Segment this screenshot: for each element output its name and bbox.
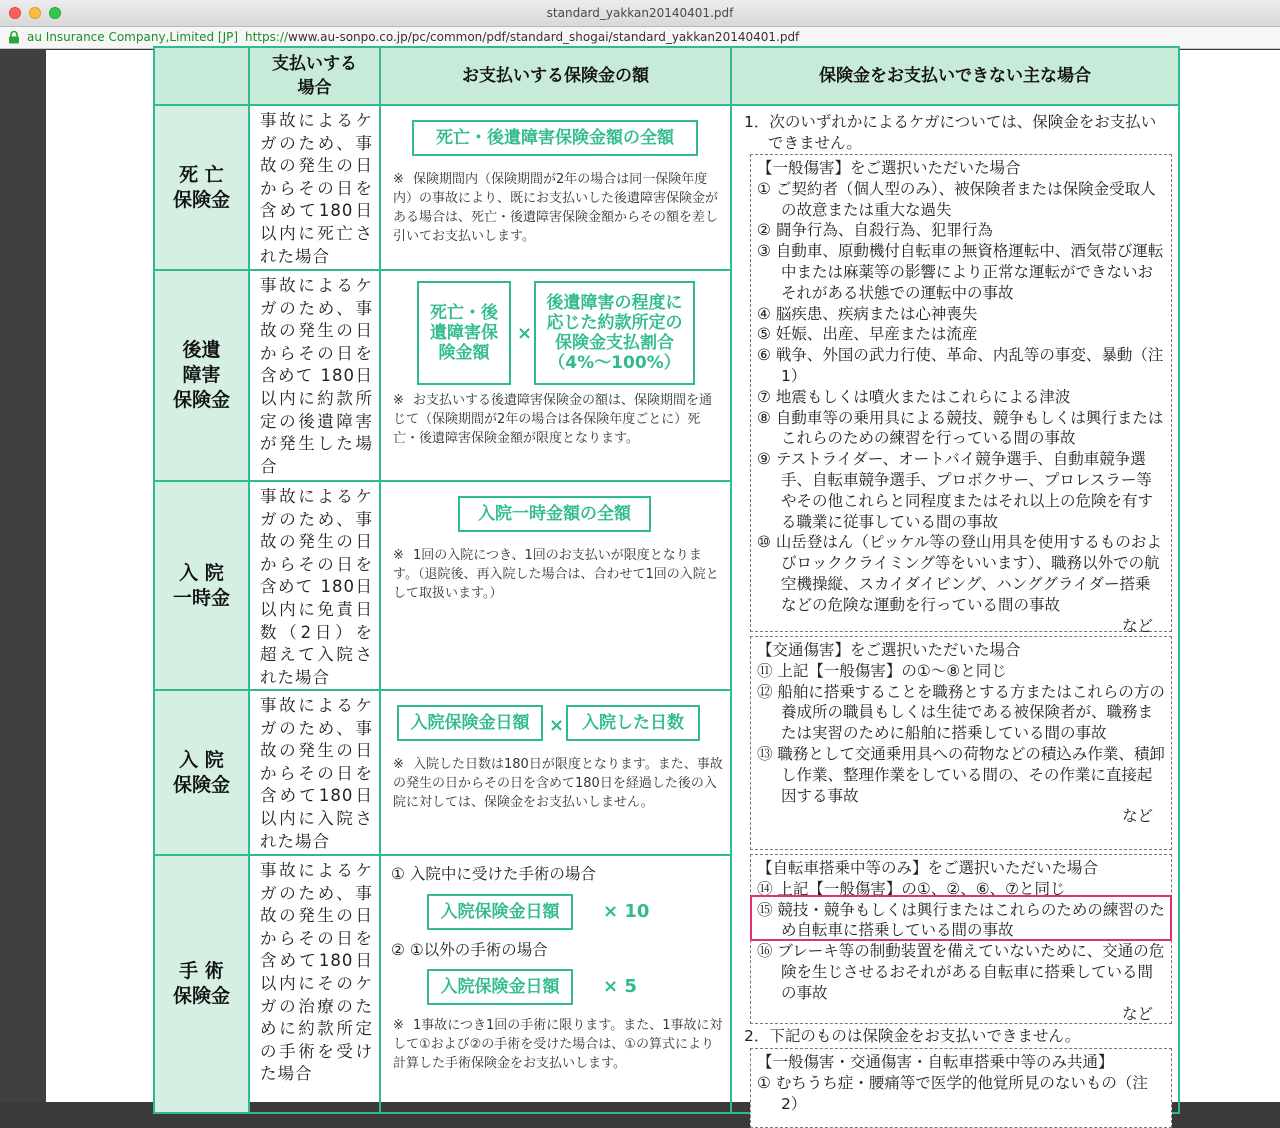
highlight-box bbox=[750, 895, 1172, 941]
url-scheme: https:// bbox=[245, 30, 289, 44]
traffic-title: 【交通傷害】をご選択いただいた場合 bbox=[757, 641, 1021, 659]
url-text[interactable] bbox=[245, 30, 799, 44]
general-title: 【一般傷害】をご選択いただいた場合 bbox=[757, 159, 1021, 177]
bicycle-item-highlighted: ⑮ 競技・競争もしくは興行またはこれらのための練習のため自転車に搭乗している間の事故 bbox=[757, 900, 1165, 940]
url-path: www.au-sonpo.co.jp/pc/common/pdf/standard_shogai/standard_yakkan20140401.pdf bbox=[288, 30, 800, 44]
death-disability-amount-box: 死亡・後遺障害保険金額 bbox=[417, 281, 511, 385]
general-item: ⑤ 妊娠、出産、早産または流産 bbox=[757, 325, 978, 344]
row-amount-surgery bbox=[379, 854, 732, 1114]
traffic-item: ⑫ 船舶に搭乗することを職務とする方またはこれらの方の養成所の職員もしくは生徒である被保険者が、職務または実習のために船舶に搭乗している間の事故 bbox=[757, 682, 1165, 743]
header-condition: 支払いする 場合 bbox=[248, 46, 381, 106]
common-item: ① むちうち症・腰痛等で医学的他覚所見のないもの（注2） bbox=[757, 1073, 1148, 1113]
full-death-amount-box: 死亡・後遺障害保険金額の全額 bbox=[412, 120, 698, 156]
general-item: ⑩ 山岳登はん（ピッケル等の登山用具を使用するものおよびロッククライミング等をいいます）、職務以外での航空機操縦、スカイダイビング、ハンググライダー搭乗などの危険な運動を行っている間の事故 bbox=[757, 533, 1162, 614]
row-name-death: 死 亡 保険金 bbox=[153, 104, 250, 271]
bicycle-title: 【自転車搭乗中等のみ】をご選択いただいた場合 bbox=[757, 859, 1099, 877]
general-injury-box bbox=[750, 154, 1172, 635]
bicycle-etc: など bbox=[1121, 1004, 1153, 1023]
general-item: ⑧ 自動車等の乗用具による競技、競争もしくは興行またはこれらのための練習を行っている間の事故 bbox=[757, 408, 1164, 448]
general-item: ⑥ 戦争、外国の武力行使、革命、内乱等の事変、暴動（注1） bbox=[757, 346, 1164, 385]
row-condition-surgery: 事故によるケガのため、事故の発生の日からその日を含めて180日以内にそのケガの治療のために約款所定の手術を受けた場合 bbox=[248, 854, 381, 1114]
hospital-days-box: 入院した日数 bbox=[566, 705, 700, 741]
row-amount-disability bbox=[379, 269, 732, 482]
multiply-symbol: × bbox=[517, 323, 533, 344]
multiplier-5: × 5 bbox=[603, 976, 637, 997]
surgery-note: ※ 1事故につき1回の手術に限ります。また、1事故に対して①および②の手術を受けた場合は、①の算式により計算した手術保険金をお支払いします。 bbox=[393, 1018, 723, 1071]
surgery-case-1: ① 入院中に受けた手術の場合 bbox=[391, 865, 596, 883]
hospital-lump-amount-box: 入院一時金額の全額 bbox=[458, 496, 651, 532]
exclusions-intro-2: 2．下記のものは保険金をお支払いできません。 bbox=[744, 1027, 1081, 1045]
row-condition-hospital: 事故によるケガのため、事故の発生の日からその日を含めて180日以内に入院された場合 bbox=[248, 689, 381, 856]
window-titlebar bbox=[0, 0, 1280, 27]
traffic-injury-box bbox=[750, 636, 1172, 850]
row-name-hospital-lump: 入 院 一時金 bbox=[153, 480, 250, 691]
row-amount-death bbox=[379, 104, 732, 271]
window-title: standard_yakkan20140401.pdf bbox=[546, 6, 734, 20]
pdf-page bbox=[46, 50, 1280, 1113]
common-box bbox=[750, 1048, 1172, 1128]
payment-ratio-box: 後遺障害の程度に応じた約款所定の保険金支払割合（4%〜100%） bbox=[534, 281, 695, 385]
exclusions-cell bbox=[730, 104, 1180, 1114]
bicycle-item: ⑯ ブレーキ等の制動装置を備えていないために、交通の危険を生じさせるおそれがある自転車に搭乗している間の事故 bbox=[757, 942, 1165, 1002]
row-name-surgery: 手 術 保険金 bbox=[153, 854, 250, 1114]
bicycle-item: ⑭ 上記【一般傷害】の①、②、⑥、⑦と同じ bbox=[757, 879, 1066, 898]
multiplier-10: × 10 bbox=[603, 901, 650, 922]
hospital-lump-note: ※ 1回の入院につき、1回のお支払いが限度となります。（退院後、再入院した場合は、合わせて1回の入院として取扱います。） bbox=[393, 548, 719, 601]
row-condition-death: 事故によるケガのため、事故の発生の日からその日を含めて180日以内に死亡された場合 bbox=[248, 104, 381, 271]
surgery-case-2: ② ①以外の手術の場合 bbox=[391, 941, 548, 959]
row-name-disability: 後遺 障害 保険金 bbox=[153, 269, 250, 482]
row-amount-hospital-lump bbox=[379, 480, 732, 691]
general-item: ⑨ テストライダー、オートバイ競争選手、自動車競争選手、自転車競争選手、プロボクサー、プロレスラー等やその他これらと同程度またはそれ以上の危険を有する職業に従事している間の事故 bbox=[757, 450, 1154, 531]
hospital-note: ※ 入院した日数は180日が限度となります。また、事故の発生の日からその日を含めて180日を経過した後の入院に対しては、保険金をお支払いしません。 bbox=[393, 757, 723, 810]
row-name-hospital: 入 院 保険金 bbox=[153, 689, 250, 856]
general-item: ⑦ 地震もしくは噴火またはこれらによる津波 bbox=[757, 387, 1071, 406]
row-condition-hospital-lump: 事故によるケガのため、事故の発生の日からその日を含めて 180日以内に免責日数（2日）を超えて入院された場合 bbox=[248, 480, 381, 691]
disability-note: ※ お支払いする後遺障害保険金の額は、保険期間を通じて（保険期間が2年の場合は各保険年度ごとに）死亡・後遺障害保険金額が限度となります。 bbox=[393, 393, 713, 446]
general-item: ③ 自動車、原動機付自転車の無資格運転中、酒気帯び運転中または麻薬等の影響により正常な運転ができないおそれがある状態での運転中の事故 bbox=[757, 242, 1164, 302]
pdf-viewer[interactable] bbox=[0, 50, 1280, 1113]
header-amount: お支払いする保険金の額 bbox=[379, 46, 732, 106]
row-amount-hospital bbox=[379, 689, 732, 856]
daily-amount-box: 入院保険金日額 bbox=[397, 705, 543, 741]
general-item: ② 闘争行為、自殺行為、犯罪行為 bbox=[757, 221, 993, 240]
general-item: ① ご契約者（個人型のみ）、被保険者または保険金受取人の故意または重大な過失 bbox=[757, 179, 1156, 219]
traffic-item: ⑬ 職務として交通乗用具への荷物などの積込み作業、積卸し作業、整理作業をしている間の、その作業に直接起因する事故 bbox=[757, 744, 1165, 805]
certificate-label[interactable]: au Insurance Company,Limited [JP] bbox=[27, 30, 239, 44]
exclusions-intro: 1．次のいずれかによるケガについては、保険金をお支払いできません。 bbox=[744, 113, 1157, 152]
row-condition-disability: 事故によるケガのため、事故の発生の日からその日を含めて 180日以内に約款所定の後遺障害が発生した場合 bbox=[248, 269, 381, 482]
general-etc: など bbox=[1121, 616, 1153, 635]
coverage-table bbox=[153, 50, 1180, 1113]
surgery-daily-amount-box-2: 入院保険金日額 bbox=[427, 969, 573, 1005]
lock-icon bbox=[8, 31, 20, 44]
traffic-etc: など bbox=[1121, 807, 1153, 826]
header-exclusions: 保険金をお支払いできない主な場合 bbox=[730, 46, 1180, 106]
common-title: 【一般傷害・交通傷害・自転車搭乗中等のみ共通】 bbox=[757, 1053, 1114, 1071]
header-blank-cell bbox=[153, 46, 250, 106]
traffic-item: ⑪ 上記【一般傷害】の①〜⑧と同じ bbox=[757, 661, 1007, 680]
general-item: ④ 脳疾患、疾病または心神喪失 bbox=[757, 304, 978, 323]
multiply-symbol: × bbox=[549, 715, 565, 736]
death-note: ※ 保険期間内（保険期間が2年の場合は同一保険年度内）の事故により、既にお支払いした後遺障害保険金がある場合は、死亡・後遺障害保険金額からその額を差し引いてお支払いします。 bbox=[393, 172, 719, 244]
surgery-daily-amount-box-1: 入院保険金日額 bbox=[427, 894, 573, 930]
